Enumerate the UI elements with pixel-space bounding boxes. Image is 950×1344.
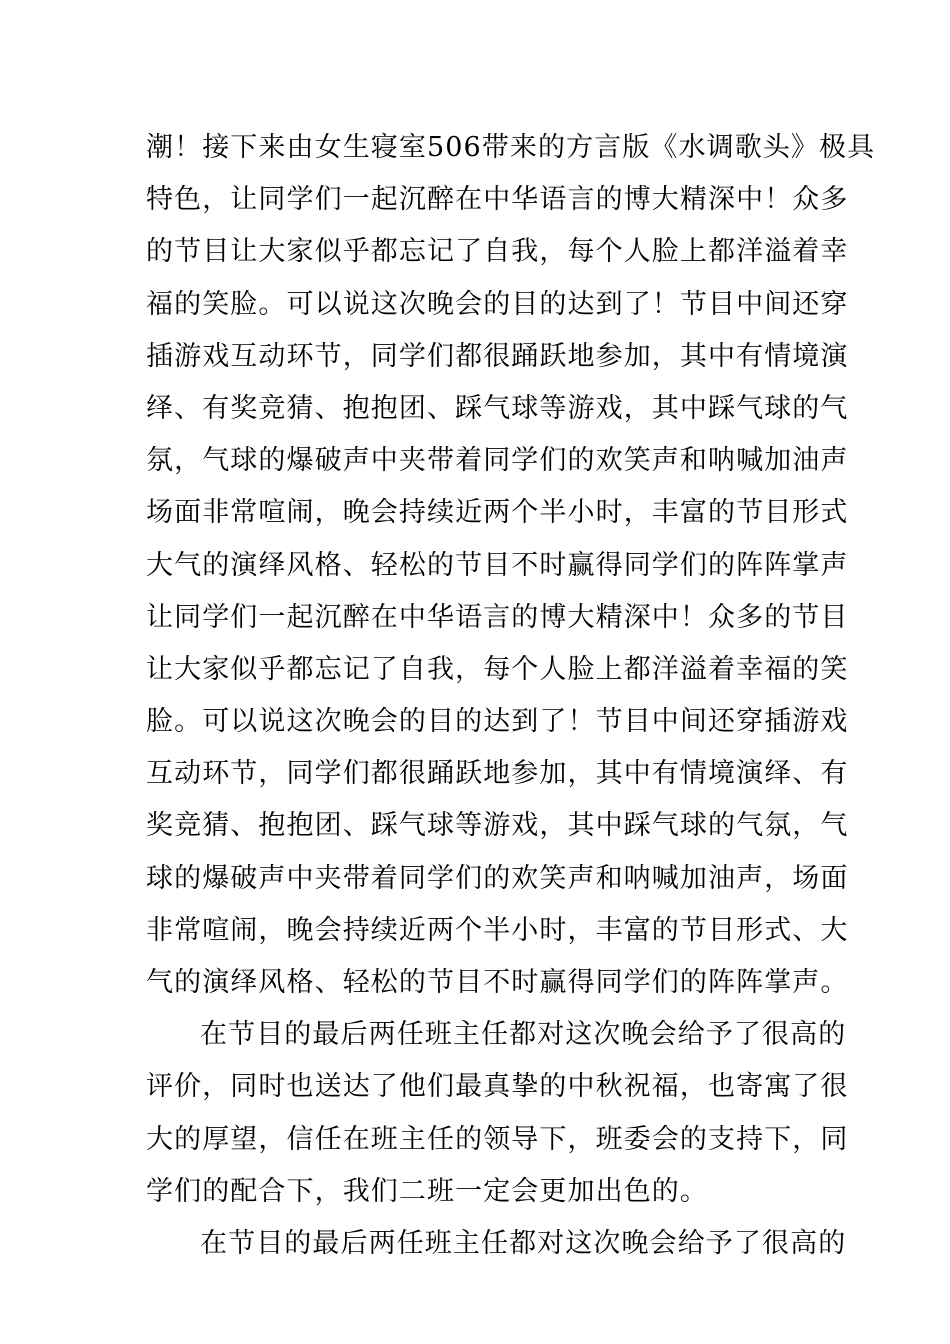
document-body (146, 122, 876, 1270)
text-line-17: 气的演绎风格、轻松的节目不时赢得同学们的阵阵掌声。 (146, 967, 849, 998)
text-line-20: 大的厚望，信任在班主任的领导下，班委会的支持下，同 (146, 1123, 849, 1155)
paragraph-start-line: 在节目的最后两任班主任都对这次晚会给予了很高的 (200, 1019, 847, 1051)
text-line-8: 场面非常喧闹，晚会持续近两个半小时，丰富的节目形式 (146, 497, 849, 529)
text-line-10: 让同学们一起沉醉在中华语言的博大精深中！众多的节目 (146, 601, 849, 633)
text-line-7: 氛，气球的爆破声中夹带着同学们的欢笑声和呐喊加油声 (146, 445, 849, 477)
text-line-6: 绎、有奖竞猜、抱抱团、踩气球等游戏，其中踩气球的气 (146, 392, 849, 424)
text-line-19: 评价，同时也送达了他们最真挚的中秋祝福，也寄寓了很 (146, 1071, 849, 1103)
text-line-21: 学们的配合下，我们二班一定会更加出色的。 (146, 1175, 708, 1207)
text-line-5: 插游戏互动环节，同学们都很踊跃地参加，其中有情境演 (146, 340, 849, 372)
text-line-11: 让大家似乎都忘记了自我，每个人脸上都洋溢着幸福的笑 (146, 653, 849, 685)
text-line-4: 福的笑脸。可以说这次晚会的目的达到了！节目中间还穿 (146, 288, 849, 320)
text-line-2: 特色，让同学们一起沉醉在中华语言的博大精深中！众多 (146, 184, 849, 216)
text-line-16: 非常喧闹，晚会持续近两个半小时，丰富的节目形式、大 (146, 914, 849, 946)
text-line-3: 的节目让大家似乎都忘记了自我，每个人脸上都洋溢着幸 (146, 236, 849, 268)
paragraph-start-line: 在节目的最后两任班主任都对这次晚会给予了很高的 (200, 1227, 847, 1259)
text-line-15: 球的爆破声中夹带着同学们的欢笑声和呐喊加油声，场面 (146, 862, 849, 894)
text-line-12: 脸。可以说这次晚会的目的达到了！节目中间还穿插游戏 (146, 706, 849, 738)
text-line-14: 奖竞猜、抱抱团、踩气球等游戏，其中踩气球的气氛，气 (146, 810, 849, 842)
text-line-1: 潮！接下来由女生寝室506带来的方言版《水调歌头》极具 (146, 132, 876, 163)
text-line-9: 大气的演绎风格、轻松的节目不时赢得同学们的阵阵掌声 (146, 549, 849, 581)
text-line-13: 互动环节，同学们都很踊跃地参加，其中有情境演绎、有 (146, 758, 849, 790)
